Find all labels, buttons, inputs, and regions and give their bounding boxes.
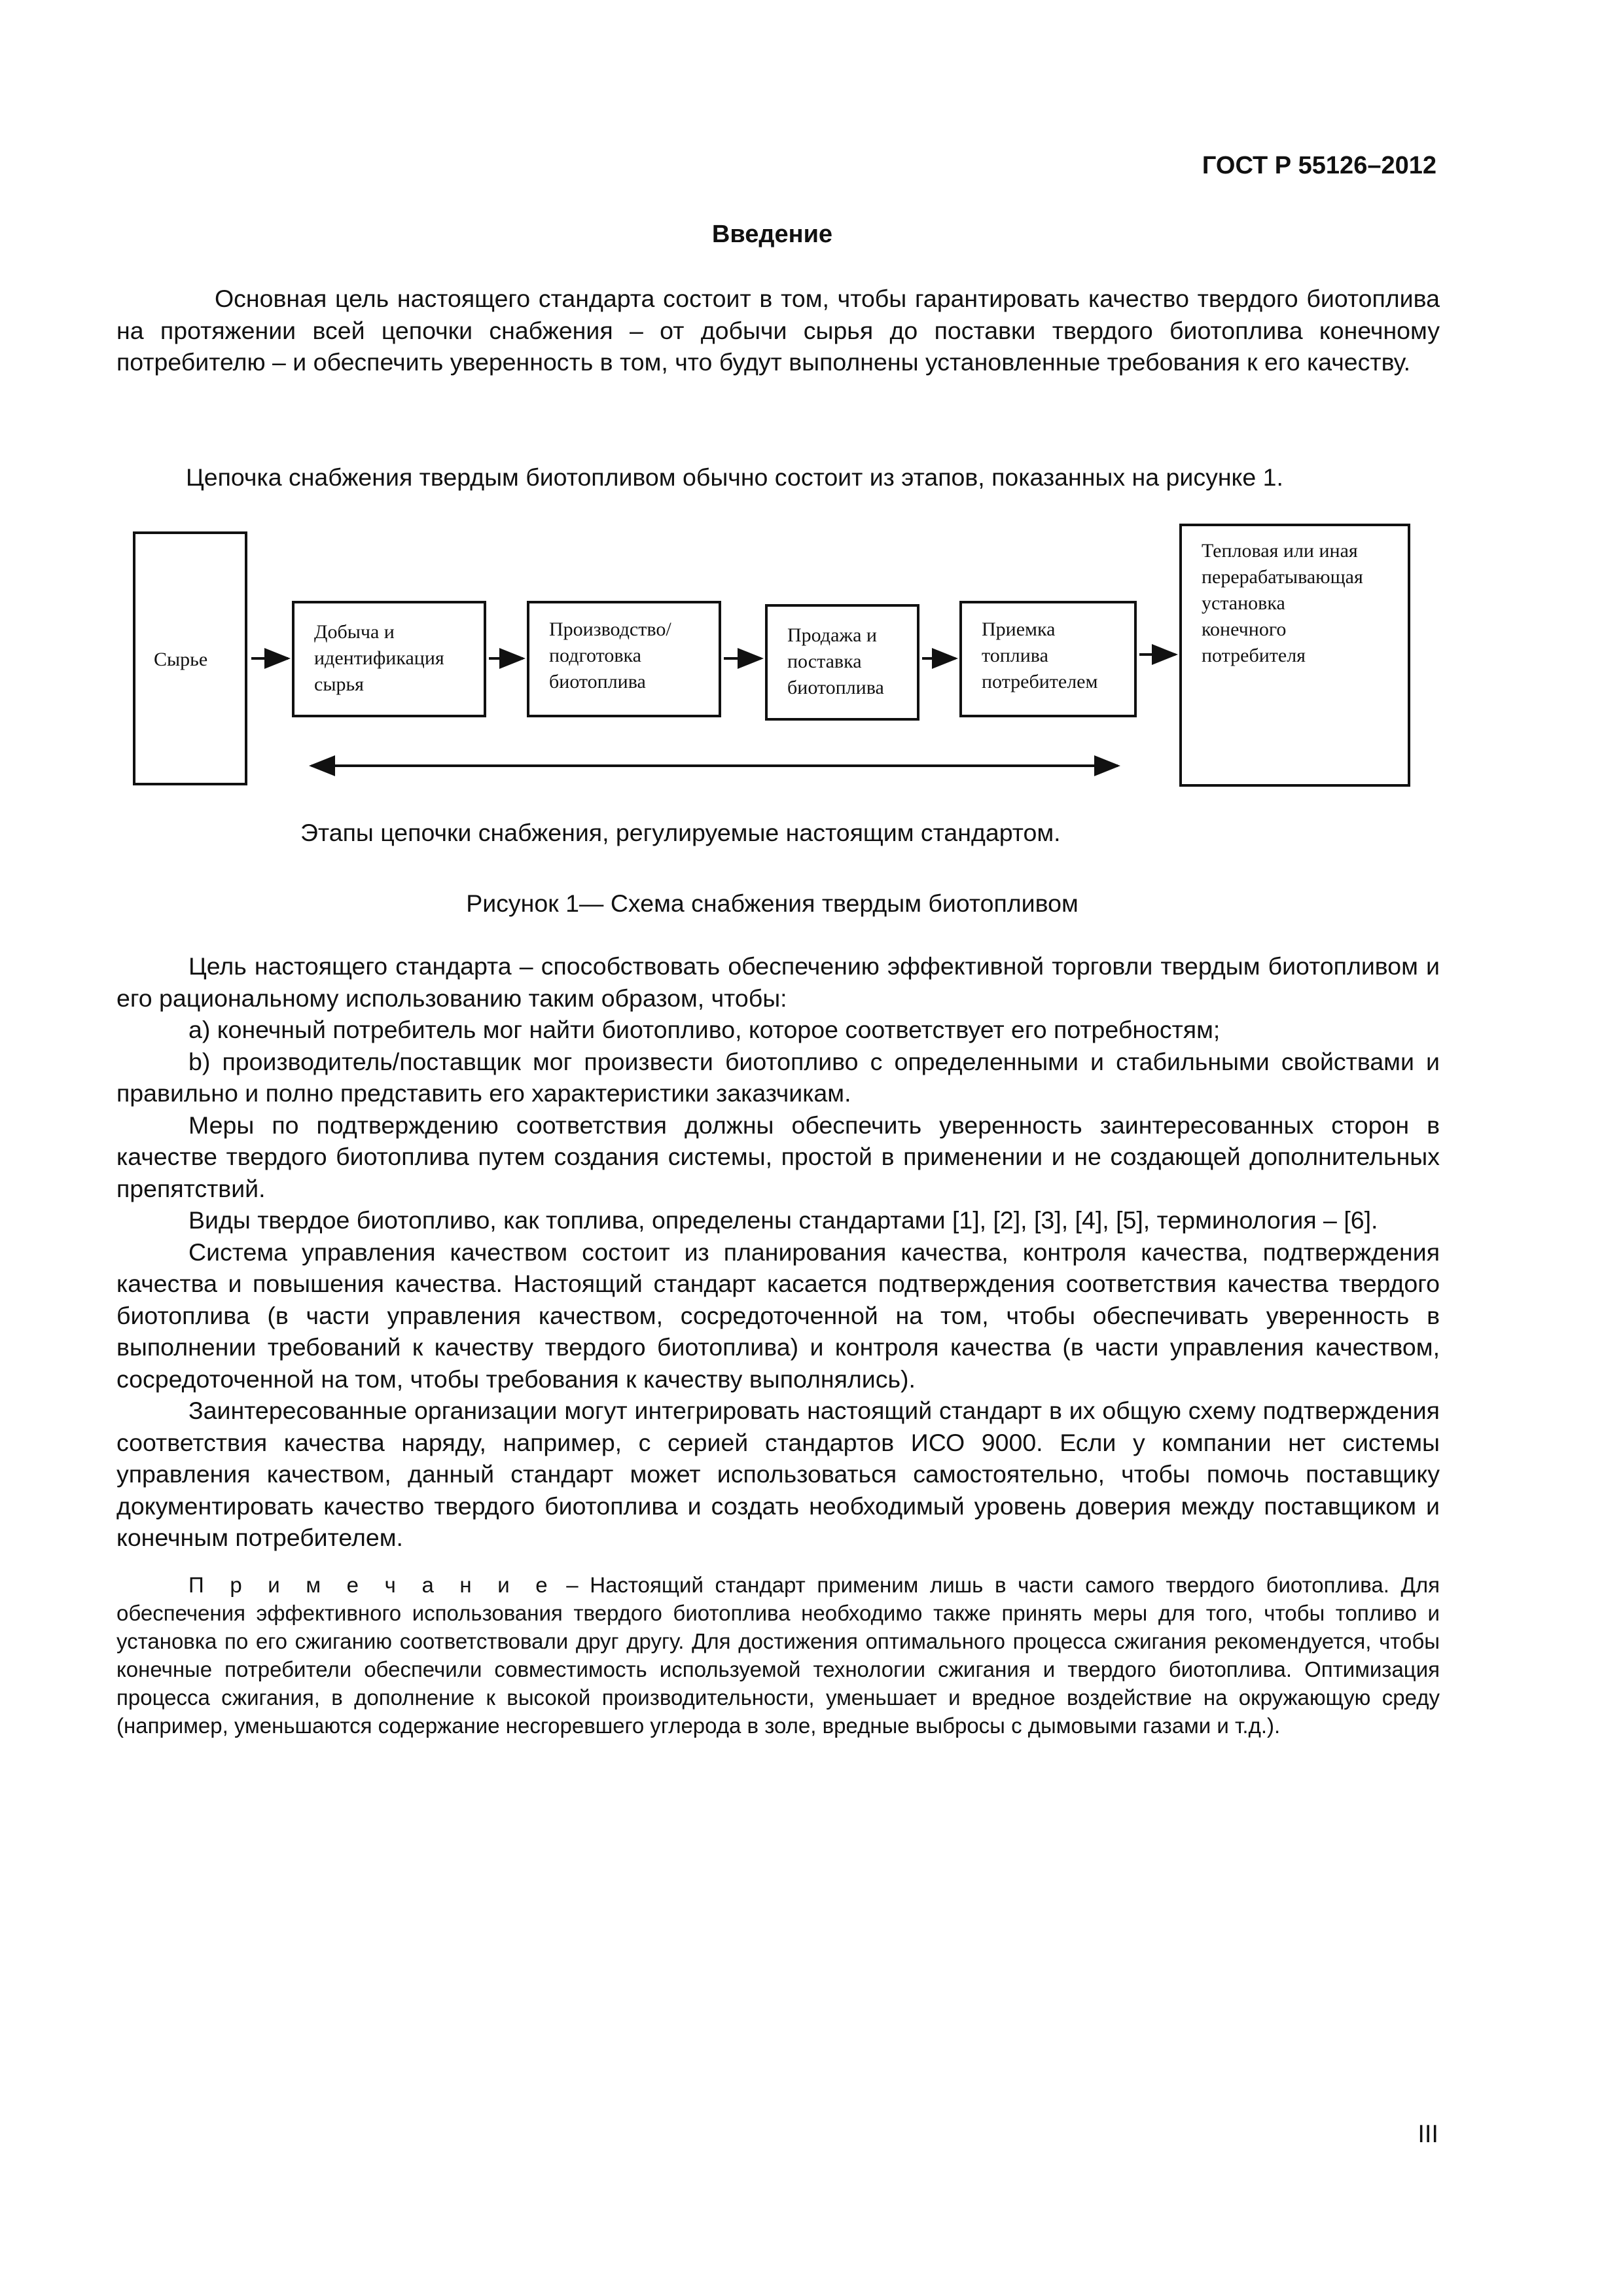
diagram-intro-line: Цепочка снабжения твердым биотопливом обычно состоит из этапов, показанных на рисунке 1. <box>186 463 1283 491</box>
end-user-line: установка <box>1202 592 1285 614</box>
note-label: П р и м е ч а н и е <box>188 1572 555 1597</box>
stage-sale-line: поставка <box>787 651 862 672</box>
page-number: III <box>1418 2121 1438 2148</box>
end-user-line: перерабатывающая <box>1202 566 1363 588</box>
stage-acceptance-line: топлива <box>982 645 1048 666</box>
body-paragraph: Меры по подтверждению соответствия должны обеспечить уверенность заинтересованных сторон в качестве твердого биотоплива путем создания системы, простой в применении и не создающей дополнительных препятствий. <box>116 1111 1440 1202</box>
stage-acceptance-line: Приемка <box>982 619 1056 640</box>
stage-extraction-line: Добыча и <box>314 621 395 643</box>
range-caption: Этапы цепочки снабжения, регулируемые настоящим стандартом. <box>300 819 1061 846</box>
list-item-b: b) производитель/поставщик мог произвести биотопливо с определенными и стабильными свойствами и правильно и полно представить его характеристики заказчикам. <box>116 1047 1440 1107</box>
stage-sale-line: Продажа и <box>787 624 877 646</box>
stage-sale-line: биотоплива <box>787 677 884 698</box>
stage-extraction-line: сырья <box>314 673 364 695</box>
end-user-line: Тепловая или иная <box>1202 540 1358 562</box>
body-paragraph: Система управления качеством состоит из планирования качества, контроля качества, подтверждения качества и повышения качества. Настоящий стандарт касается подтверждения соответствия качества твердого биотоплива (в части управления качеством, сосредоточенной на том, чтобы обеспечивать уверенность в выполнении требований к качеству твердого биотоплива) и контроля качества (в части управления качеством, сосредоточенной на том, чтобы требования к качеству выполнялись). <box>116 1238 1440 1393</box>
list-item-a: a) конечный потребитель мог найти биотопливо, которое соответствует его потребностям; <box>188 1016 1221 1043</box>
stage-production-line: подготовка <box>549 645 641 666</box>
note-paragraph <box>116 1571 1440 1740</box>
body-paragraph: Виды твердое биотопливо, как топлива, определены стандартами [1], [2], [3], [4], [5], терминология – [6]. <box>188 1206 1378 1234</box>
end-user-line: конечного <box>1202 619 1287 640</box>
intro-paragraph: Основная цель настоящего стандарта состоит в том, чтобы гарантировать качество твердого биотоплива на протяжении всей цепочки снабжения – от добычи сырья до поставки твердого биотоплива конечному потребителю – и обеспечить уверенность в том, что будут выполнены установленные требования к его качеству. <box>116 285 1440 376</box>
raw-material-label: Сырье <box>154 649 208 670</box>
body-paragraph: Заинтересованные организации могут интегрировать настоящий стандарт в их общую схему подтверждения соответствия качества наряду, например, с серией стандартов ИСО 9000. Если у компании нет системы управления качеством, данный стандарт может использоваться самостоятельно, чтобы помочь поставщику документировать качество твердого биотоплива и создать необходимый уровень доверия между поставщиком и конечным потребителем. <box>116 1397 1440 1551</box>
stage-production-line: Производство/ <box>549 619 671 640</box>
note-text: – Настоящий стандарт применим лишь в части самого твердого биотоплива. Для обеспечения эффективного использования твердого биотоплива необходимо также принять меры для того, чтобы топливо и установка по его сжиганию соответствовали друг другу. Для достижения оптимального процесса сжигания рекомендуется, чтобы конечные потребители обеспечили совместимость используемой технологии сжигания и твердого биотоплива. Оптимизация процесса сжигания, в дополнение к высокой производительности, уменьшает и вредное воздействие на окружающую среду (например, уменьшаются содержание несгоревшего углерода в золе, вредные выбросы с дымовыми газами и т.д.). <box>116 1572 1440 1738</box>
main-text <box>0 950 1440 1740</box>
end-user-line: потребителя <box>1202 645 1306 666</box>
section-title: Введение <box>711 221 833 248</box>
stage-acceptance-line: потребителем <box>982 671 1098 692</box>
figure-caption: Рисунок 1— Схема снабжения твердым биотопливом <box>466 889 1079 917</box>
stage-extraction-line: идентификация <box>314 647 444 669</box>
stage-production-line: биотоплива <box>549 671 646 692</box>
standard-code: ГОСТ Р 55126–2012 <box>1202 152 1436 179</box>
diagram-arrows <box>0 0 1623 851</box>
body-paragraph: Цель настоящего стандарта – способствовать обеспечению эффективной торговли твердым биотопливом и его рациональному использованию таким образом, чтобы: <box>116 952 1440 1012</box>
